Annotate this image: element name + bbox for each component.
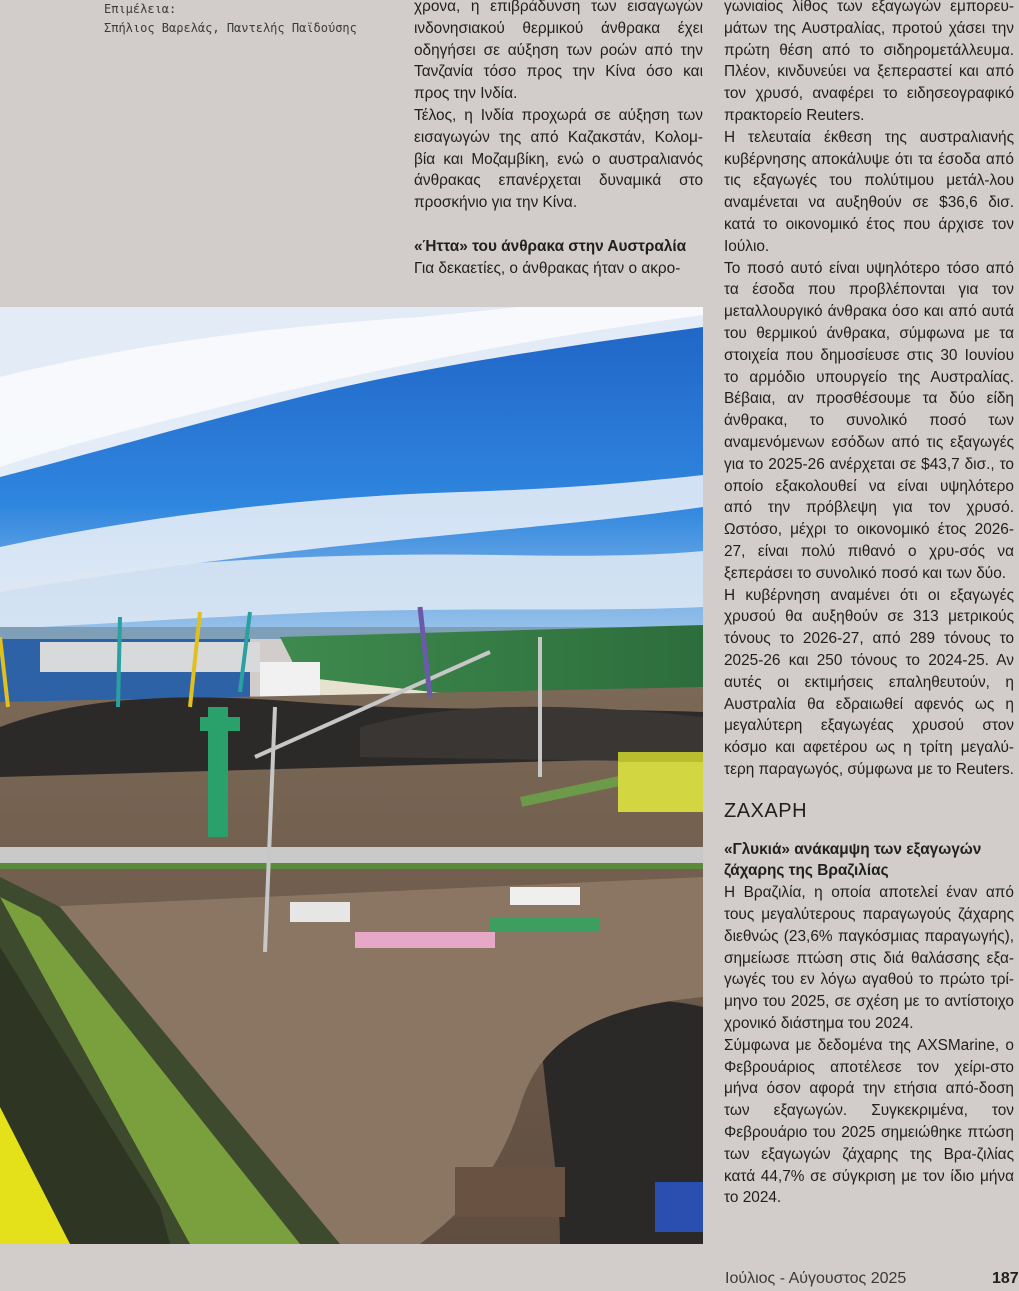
right-column — [724, 0, 1014, 1209]
paragraph: χρονα, η επιβράδυνση των εισαγωγών ινδονησιακού θερμικού άνθρακα έχει οδηγήσει σε αύξηση των ροών από την Τανζανία τόσο προς την Κίνα όσο και προς την Ινδία. — [414, 0, 703, 103]
footer-issue: Ιούλιος - Αύγουστος 2025 — [725, 1270, 907, 1287]
coal-port-photo — [0, 307, 703, 1244]
paragraph: Το ποσό αυτό είναι υψηλότερο τόσο από τα έσοδα που προβλέπονται για τον μεταλλουργικό άνθρακα όσο και από αυτά του θερμικού άνθρακα, σύμφωνα με τα στοιχεία που δημοσίευσε στις 30 Ιουνίου το αρμόδιο υπουργείο της Αυστραλίας. Βέβαια, αν προσθέσουμε τα δύο είδη άνθρακα, το συνολικό ποσό των αναμενόμενων εσόδων από τις εξαγωγές για το 2025-26 ανέρχεται σε $43,7 δισ., το οποίο εξακολουθεί να είναι υψηλότερο από την πρόβλεψη για τον χρυσό. Ωστόσο, μέχρι το οικονομικό έτος 2026-27, είναι πολύ πιθανό ο χρυ-σός να ξεπεράσει το συνολικό ποσό και των δύο. — [724, 259, 1014, 582]
paragraph: Σύμφωνα με δεδομένα της AXSMarine, ο Φεβρουάριος αποτέλεσε τον χείρι-στο μήνα όσον αφορά την ετήσια από-δοση των εξαγωγών. Συγκεκριμένα, τον Φεβρουάριο του 2025 σημειώθηκε πτώση των εξαγωγών ζάχαρης της Βρα-ζιλίας κατά 44,7% σε σύγκριση με τον ίδιο μήνα το 2024. — [724, 1036, 1014, 1207]
credits-label: Επιμέλεια: — [104, 2, 177, 16]
credits — [104, 0, 357, 38]
credits-authors: Σπήλιος Βαρελάς, Παντελής Παϊδούσης — [104, 21, 357, 35]
paragraph: γωνιαίος λίθος των εξαγωγών εμπορευ-μάτων της Αυστραλίας, προτού χάσει την πρώτη θέση από το σιδηρομετάλλευμα. Πλέον, κινδυνεύει να ξεπεραστεί και από τον χρυσό, αναφέρει το ειδησεογραφικό πρακτορείο Reuters. — [724, 0, 1014, 124]
section-heading: ΖΑΧΑΡΗ — [724, 799, 808, 822]
middle-column — [414, 0, 703, 280]
subheading: «Γλυκιά» ανάκαμψη των εξαγωγών ζάχαρης της Βραζιλίας — [724, 840, 982, 880]
paragraph: Η Βραζιλία, η οποία αποτελεί έναν από τους μεγαλύτερους παραγωγούς ζάχαρης διεθνώς (23,6% παγκόσμιας παραγωγής), σημείωσε πτώση στις διά θαλάσσης εξα-γωγές του εν λόγω αγαθού το πρώτο τρί-μηνο του 2025, σε σχέση με το αντίστοιχο χρονικό διάστημα του 2024. — [724, 884, 1014, 1033]
page-number: 187 — [992, 1270, 1019, 1287]
subheading: «Ήττα» του άνθρακα στην Αυστραλία — [414, 237, 687, 255]
paragraph: Τέλος, η Ινδία προχωρά σε αύξηση των εισαγωγών της από Καζακστάν, Κολομ-βία και Μοζαμβίκη, ενώ ο αυστραλιανός άνθρακας επανέρχεται δυναμικά στο προσκήνιο για την Κίνα. — [414, 106, 703, 212]
paragraph: Η τελευταία έκθεση της αυστραλιανής κυβέρνησης αποκάλυψε ότι τα έσοδα από τις εξαγωγές του πολύτιμου μετάλ-λου αναμένεται να αυξηθούν σε $36,6 δισ. κατά το οικονομικό έτος που άρχισε τον Ιούλιο. — [724, 128, 1014, 255]
paragraph: Η κυβέρνηση αναμένει ότι οι εξαγωγές χρυσού θα αυξηθούν σε 313 μετρικούς τόνους το 2026-27, από 289 τόνους το 2025-26 και 250 τόνους το 2024-25. Αν αυτές οι εκτιμήσεις επαληθευτούν, η Αυστραλία θα εδραιωθεί αφενός ως η μεγαλύτερη εξαγωγέας χρυσού στον κόσμο και αφετέρου ως η τρίτη μεγαλύ-τερη παραγωγός, σύμφωνα με το Reuters. — [724, 586, 1014, 778]
spacer — [414, 214, 703, 236]
paragraph: Για δεκαετίες, ο άνθρακας ήταν ο ακρο- — [414, 259, 681, 277]
